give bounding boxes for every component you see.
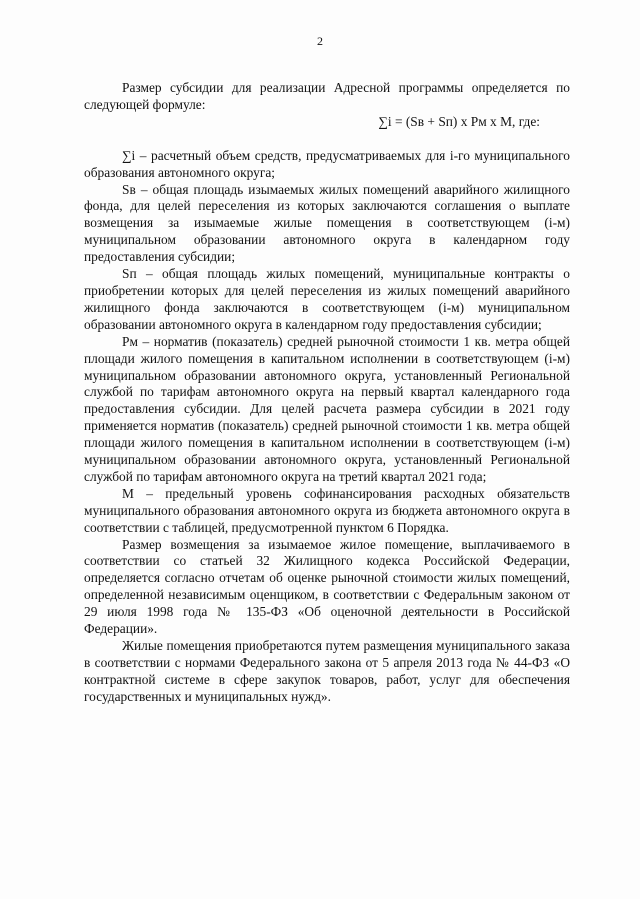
document-body [84, 80, 570, 706]
compensation-paragraph: Размер возмещения за изымаемое жилое помещение, выплачиваемого в соответствии со статьей 32 Жилищного кодекса Российской Федерации, определяется согласно отчетам об оценке рыночной стоимости жилых помещений, определенной независимым оценщиком, в соответствии с Федеральным законом от 29 июля 1998 года № 135-ФЗ «Об оценочной деятельности в Российской Федерации». [84, 536, 570, 637]
definition-rm: Рм – норматив (показатель) средней рыночной стоимости 1 кв. метра общей площади жилого помещения в капитальном исполнении в соответствующем (i-м) муниципальном образовании автономного округа, установленный Региональной службой по тарифам автономного округа на первый квартал календарного года предоставления субсидии. Для целей расчета размера субсидии в 2021 году применяется норматив (показатель) средней рыночной стоимости 1 кв. метра общей площади жилого помещения в капитальном исполнении в соответствующем (i-м) муниципальном образовании автономного округа, установленный Региональной службой по тарифам автономного округа на третий квартал 2021 года; [84, 333, 570, 484]
page-number: 2 [317, 34, 323, 48]
definition-sum: ∑i – расчетный объем средств, предусматриваемых для i-го муниципального образования автономного округа; [84, 147, 570, 180]
formula-line: ∑i = (Sв + Sп) х Рм х М, где: [378, 113, 540, 129]
definition-m: М – предельный уровень софинансирования расходных обязательств муниципального образования автономного округа из бюджета автономного округа в соответствии с таблицей, предусмотренной пунктом 6 Порядка. [84, 485, 570, 535]
definition-sp: Sп – общая площадь жилых помещений, муниципальные контракты о приобретении которых для целей переселения из жилых помещений аварийного жилищного фонда заключаются в соответствующем (i-м) муниципальном образовании автономного округа в календарном году предоставления субсидии; [84, 266, 570, 332]
intro-paragraph: Размер субсидии для реализации Адресной программы определяется по следующей формуле: [84, 80, 570, 112]
definition-sv: Sв – общая площадь изымаемых жилых помещений аварийного жилищного фонда, для целей переселения из которых заключаются соглашения о выплате возмещения за изымаемые жилые помещения в соответствующем (i-м) муниципальном образовании автономного округа в календарном году предоставления субсидии; [84, 181, 570, 265]
procurement-paragraph: Жилые помещения приобретаются путем размещения муниципального заказа в соответствии с нормами Федерального закона от 5 апреля 2013 года № 44-ФЗ «О контрактной системе в сфере закупок товаров, работ, услуг для обеспечения государственных и муниципальных нужд». [84, 638, 570, 704]
